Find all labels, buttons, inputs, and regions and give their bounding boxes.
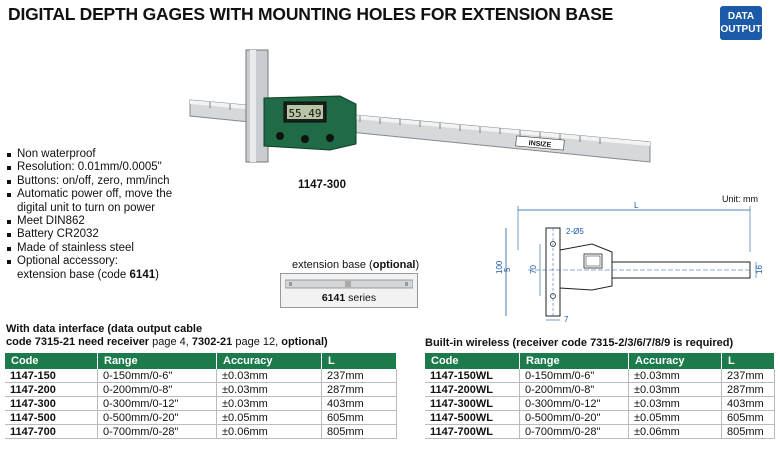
cell-range: 0-300mm/0-12"	[98, 397, 217, 411]
cell-accuracy: ±0.03mm	[629, 369, 722, 383]
brand-label: INSIZE	[528, 140, 552, 149]
cell-code: 1147-500	[5, 411, 98, 425]
extension-base-bar	[285, 278, 413, 290]
cell-range: 0-200mm/0-8"	[520, 383, 629, 397]
cell-L: 287mm	[322, 383, 397, 397]
feature-item: Meet DIN862	[6, 215, 196, 228]
cell-accuracy: ±0.03mm	[629, 383, 722, 397]
cell-code: 1147-300WL	[425, 397, 520, 411]
table-row	[425, 397, 775, 411]
accessory-suffix: )	[155, 268, 159, 281]
unit-label: Unit: mm	[722, 194, 758, 204]
table-row	[5, 397, 397, 411]
extension-label	[292, 259, 419, 271]
header-L: L	[722, 353, 775, 369]
cell-L: 237mm	[722, 369, 775, 383]
cell-range: 0-200mm/0-8"	[98, 383, 217, 397]
table-row	[5, 425, 397, 439]
header-code: Code	[5, 353, 98, 369]
cell-range: 0-150mm/0-6"	[98, 369, 217, 383]
header-range: Range	[520, 353, 629, 369]
cell-accuracy: ±0.03mm	[217, 369, 322, 383]
cell-range: 0-700mm/0-28"	[98, 425, 217, 439]
feature-item: Made of stainless steel	[6, 242, 196, 255]
cell-code: 1147-500WL	[425, 411, 520, 425]
dim-100: 100	[495, 260, 504, 274]
cell-accuracy: ±0.05mm	[629, 411, 722, 425]
data-output-badge	[720, 6, 762, 40]
cell-range: 0-150mm/0-6"	[520, 369, 629, 383]
cell-accuracy: ±0.05mm	[217, 411, 322, 425]
cell-accuracy: ±0.06mm	[217, 425, 322, 439]
extension-series-word: series	[348, 292, 377, 304]
cell-range: 0-700mm/0-28"	[520, 425, 629, 439]
accessory-prefix: extension base (code	[17, 268, 130, 281]
accessory-line	[6, 269, 196, 282]
section-left-part-e: optional)	[281, 336, 328, 348]
cell-accuracy: ±0.03mm	[217, 383, 322, 397]
cell-range: 0-300mm/0-12"	[520, 397, 629, 411]
extension-base-image	[280, 273, 418, 308]
extension-series	[281, 292, 417, 304]
header-code: Code	[425, 353, 520, 369]
feature-item: Resolution: 0.01mm/0.0005"	[6, 161, 196, 174]
table-row	[5, 411, 397, 425]
section-heading-data-interface	[6, 323, 328, 349]
feature-item: Optional accessory:	[6, 255, 196, 268]
feature-item: Battery CR2032	[6, 228, 196, 241]
cell-code: 1147-150WL	[425, 369, 520, 383]
badge-line1: DATA	[727, 11, 755, 22]
cell-range: 0-500mm/0-20"	[520, 411, 629, 425]
table-header-row	[5, 353, 397, 369]
section-left-part-d: page 12,	[232, 336, 282, 348]
section-left-line1: With data interface (data output cable	[6, 323, 203, 335]
cell-accuracy: ±0.03mm	[217, 397, 322, 411]
cell-L: 605mm	[322, 411, 397, 425]
cell-code: 1147-150	[5, 369, 98, 383]
extension-series-code: 6141	[321, 292, 346, 304]
dim-L: L	[634, 201, 639, 210]
accessory-code: 6141	[129, 268, 156, 281]
cell-code: 1147-700	[5, 425, 98, 439]
table-row	[425, 369, 775, 383]
dim-5: 5	[503, 267, 512, 272]
badge-line2: OUTPUT	[720, 24, 762, 35]
header-accuracy: Accuracy	[629, 353, 722, 369]
feature-item: Non waterproof	[6, 148, 196, 161]
spec-table-data-interface	[5, 353, 397, 439]
page-title: DIGITAL DEPTH GAGES WITH MOUNTING HOLES FOR EXTENSION BASE	[8, 4, 614, 24]
section-heading-wireless: Built-in wireless (receiver code 7315-2/3/6/7/8/9 is required)	[425, 337, 734, 349]
feature-item: Automatic power off, move the digital unit to turn on power	[6, 188, 196, 215]
extension-label-bold: optional	[372, 259, 416, 271]
table-row	[5, 369, 397, 383]
section-left-line2	[6, 336, 328, 349]
section-left-part-b: page 4,	[149, 336, 192, 348]
extension-label-suffix: )	[415, 259, 420, 271]
dim-70: 70	[529, 265, 538, 274]
header-L: L	[322, 353, 397, 369]
cell-L: 287mm	[722, 383, 775, 397]
cell-accuracy: ±0.06mm	[629, 425, 722, 439]
depth-gage-photo	[180, 42, 660, 174]
cell-L: 403mm	[322, 397, 397, 411]
feature-item: Buttons: on/off, zero, mm/inch	[6, 175, 196, 188]
section-left-part-a: code 7315-21 need receiver	[6, 336, 150, 348]
cell-L: 237mm	[322, 369, 397, 383]
cell-code: 1147-300	[5, 397, 98, 411]
cell-L: 605mm	[722, 411, 775, 425]
cell-code: 1147-200	[5, 383, 98, 397]
model-caption: 1147-300	[298, 179, 346, 191]
dim-16: 16	[755, 265, 764, 274]
table-row	[5, 383, 397, 397]
section-left-part-c: 7302-21	[191, 336, 233, 348]
header-range: Range	[98, 353, 217, 369]
extension-label-prefix: extension base (	[292, 259, 373, 271]
cell-L: 805mm	[322, 425, 397, 439]
dim-7: 7	[564, 315, 569, 324]
cell-accuracy: ±0.03mm	[629, 397, 722, 411]
spec-table-wireless	[425, 353, 775, 439]
table-row	[425, 425, 775, 439]
cell-range: 0-500mm/0-20"	[98, 411, 217, 425]
display-reading: 55.49	[288, 107, 322, 120]
cell-L: 403mm	[722, 397, 775, 411]
cell-L: 805mm	[722, 425, 775, 439]
table-header-row	[425, 353, 775, 369]
feature-list	[6, 148, 196, 282]
dim-hole: 2-Ø5	[566, 227, 584, 236]
header-accuracy: Accuracy	[217, 353, 322, 369]
table-row	[425, 383, 775, 397]
cell-code: 1147-200WL	[425, 383, 520, 397]
cell-code: 1147-700WL	[425, 425, 520, 439]
technical-drawing	[488, 200, 768, 326]
table-row	[425, 411, 775, 425]
